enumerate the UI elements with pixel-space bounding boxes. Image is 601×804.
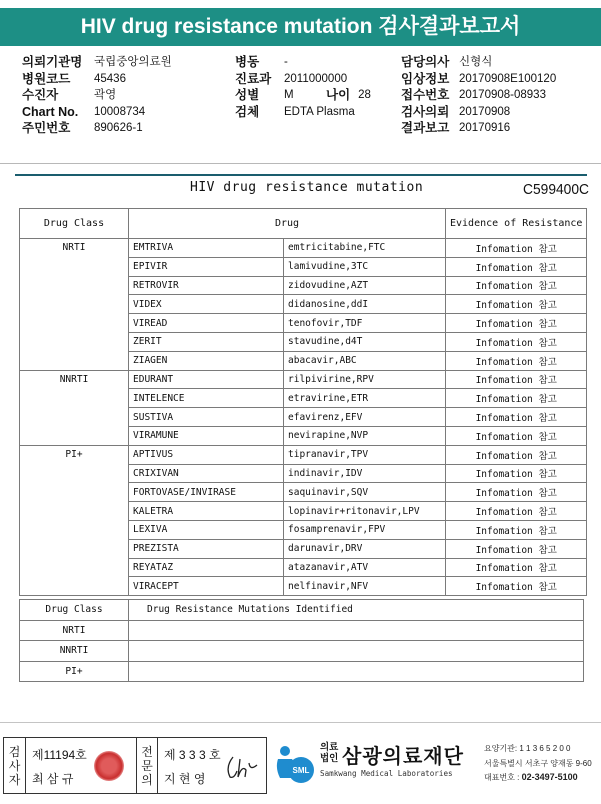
info-row <box>401 120 556 137</box>
table-row <box>20 426 587 445</box>
column-header-evidence: Evidence of Resistance <box>446 209 587 239</box>
examiner-name: 최 삼 규 <box>32 772 74 786</box>
info-value: - <box>284 56 288 68</box>
drug-class-cell: NNRTI <box>20 370 129 389</box>
info-label: 수진자 <box>22 88 59 102</box>
drug-brand-cell: PREZISTA <box>129 539 284 558</box>
evidence-cell: Infomation 참고 <box>446 445 587 464</box>
info-value: 20170908E100120 <box>459 72 557 85</box>
drug-brand-cell: LEXIVA <box>129 520 284 539</box>
examiner-license: 제11194호 <box>32 748 87 762</box>
info-value: 20170908-08933 <box>459 89 546 101</box>
drug-brand-cell: REYATAZ <box>129 558 284 577</box>
table-row <box>20 257 587 276</box>
table-row <box>20 276 587 295</box>
table-row <box>20 539 587 558</box>
drug-brand-cell: SUSTIVA <box>129 408 284 427</box>
mutation-class-cell: NNRTI <box>20 641 129 662</box>
drug-generic-cell: nelfinavir,NFV <box>284 577 446 596</box>
info-label: 성별 <box>235 88 260 102</box>
report-code: C599400C <box>523 181 589 198</box>
drug-class-cell <box>20 483 129 502</box>
info-label: 검체 <box>235 104 260 119</box>
drug-brand-cell: VIREAD <box>129 314 284 333</box>
evidence-cell: Infomation 참고 <box>446 502 587 521</box>
mutations-header-identified: Drug Resistance Mutations Identified <box>129 600 584 621</box>
table-row <box>20 558 587 577</box>
mutation-value-cell <box>129 620 584 641</box>
drug-generic-cell: stavudine,d4T <box>284 332 446 351</box>
drug-brand-cell: FORTOVASE/INVIRASE <box>129 483 284 502</box>
drug-brand-cell: CRIXIVAN <box>129 464 284 483</box>
info-value: 890626-1 <box>94 122 143 134</box>
drug-generic-cell: saquinavir,SQV <box>284 483 446 502</box>
drug-generic-cell: darunavir,DRV <box>284 539 446 558</box>
patient-age <box>326 87 371 104</box>
drug-class-cell <box>20 295 129 314</box>
evidence-cell: Infomation 참고 <box>446 408 587 427</box>
table-row <box>20 239 587 258</box>
drug-class-cell <box>20 577 129 596</box>
info-label: 담당의사 <box>401 55 450 69</box>
info-row <box>401 104 556 121</box>
evidence-cell: Infomation 참고 <box>446 370 587 389</box>
signature-icon <box>224 753 260 781</box>
evidence-cell: Infomation 참고 <box>446 426 587 445</box>
org-name-english: Samkwang Medical Laboratories <box>320 769 453 778</box>
drug-generic-cell: etravirine,ETR <box>284 389 446 408</box>
drug-brand-cell: ZERIT <box>129 332 284 351</box>
drug-generic-cell: zidovudine,AZT <box>284 276 446 295</box>
table-row <box>20 464 587 483</box>
mutation-row <box>20 661 584 682</box>
org-type-line-1: 의료 <box>320 742 339 753</box>
info-row <box>22 120 172 137</box>
evidence-cell: Infomation 참고 <box>446 239 587 258</box>
report-heading: HIV drug resistance mutation <box>190 180 424 195</box>
evidence-cell: Infomation 참고 <box>446 464 587 483</box>
drug-brand-cell: ZIAGEN <box>129 351 284 370</box>
drug-brand-cell: VIRAMUNE <box>129 426 284 445</box>
age-value: 28 <box>358 89 371 101</box>
header-separator <box>0 163 601 164</box>
info-label: 결과보고 <box>401 121 450 135</box>
info-row <box>22 71 172 88</box>
logo-text: SML <box>292 766 310 775</box>
mutation-row <box>20 641 584 662</box>
mutation-value-cell <box>129 661 584 682</box>
drug-class-cell <box>20 314 129 333</box>
drug-generic-cell: efavirenz,EFV <box>284 408 446 427</box>
info-label: 주민번호 <box>22 121 71 135</box>
drug-generic-cell: tipranavir,TPV <box>284 445 446 464</box>
specialist-name: 지 현 영 <box>164 772 206 786</box>
info-value: 20170908 <box>459 105 511 118</box>
mutations-table <box>19 599 584 682</box>
patient-info-column-1 <box>22 54 172 137</box>
drug-generic-cell: tenofovir,TDF <box>284 314 446 333</box>
info-row <box>235 104 355 121</box>
drug-brand-cell: RETROVIR <box>129 276 284 295</box>
table-row <box>20 483 587 502</box>
info-value: 곽영 <box>94 89 117 101</box>
info-row <box>22 104 172 121</box>
evidence-cell: Infomation 참고 <box>446 332 587 351</box>
mutation-value-cell <box>129 641 584 662</box>
info-label: 병동 <box>235 55 260 69</box>
info-row <box>22 87 172 104</box>
footer-separator <box>0 722 601 723</box>
evidence-cell: Infomation 참고 <box>446 295 587 314</box>
info-label: 병원코드 <box>22 71 71 86</box>
evidence-cell: Infomation 참고 <box>446 520 587 539</box>
info-value: M <box>284 89 294 101</box>
info-label: 의뢰기관명 <box>22 55 83 69</box>
drug-generic-cell: nevirapine,NVP <box>284 426 446 445</box>
table-row <box>20 445 587 464</box>
drug-class-cell <box>20 502 129 521</box>
table-row <box>20 502 587 521</box>
info-value: 신형식 <box>459 56 493 68</box>
evidence-cell: Infomation 참고 <box>446 389 587 408</box>
drug-class-cell <box>20 408 129 427</box>
table-row <box>20 408 587 427</box>
drug-brand-cell: VIDEX <box>129 295 284 314</box>
mutation-class-cell: PI+ <box>20 661 129 682</box>
table-row <box>20 520 587 539</box>
evidence-cell: Infomation 참고 <box>446 558 587 577</box>
info-row <box>22 54 172 71</box>
evidence-cell: Infomation 참고 <box>446 351 587 370</box>
signature-box <box>3 737 267 794</box>
patient-info-column-3 <box>401 54 556 137</box>
sml-logo-icon <box>272 742 316 786</box>
drug-class-cell <box>20 426 129 445</box>
drug-brand-cell: INTELENCE <box>129 389 284 408</box>
info-label: 진료과 <box>235 71 272 86</box>
age-label: 나이 <box>326 88 351 102</box>
mutations-header-drug-class: Drug Class <box>20 600 129 621</box>
specialist-license: 제 3 3 3 호 <box>164 748 221 762</box>
info-label: 검사의뢰 <box>401 104 450 119</box>
drug-brand-cell: EDURANT <box>129 370 284 389</box>
drug-class-cell <box>20 276 129 295</box>
info-value: EDTA Plasma <box>284 105 355 118</box>
drug-class-cell: PI+ <box>20 445 129 464</box>
mutation-row <box>20 620 584 641</box>
drug-class-cell <box>20 464 129 483</box>
info-value: 45436 <box>94 72 126 85</box>
info-row <box>235 54 355 71</box>
info-value: 국립중앙의료원 <box>94 56 172 68</box>
table-row <box>20 577 587 596</box>
column-header-drug: Drug <box>129 209 446 239</box>
drug-generic-cell: fosamprenavir,FPV <box>284 520 446 539</box>
info-row <box>401 87 556 104</box>
evidence-cell: Infomation 참고 <box>446 483 587 502</box>
drug-brand-cell: EMTRIVA <box>129 239 284 258</box>
table-row <box>20 351 587 370</box>
drug-generic-cell: rilpivirine,RPV <box>284 370 446 389</box>
report-title-bar: HIV drug resistance mutation 검사결과보고서 <box>0 8 601 46</box>
column-header-drug-class: Drug Class <box>20 209 129 239</box>
mutation-class-cell: NRTI <box>20 620 129 641</box>
drug-generic-cell: abacavir,ABC <box>284 351 446 370</box>
info-value: 2011000000 <box>284 72 348 85</box>
drug-class-cell <box>20 539 129 558</box>
table-row <box>20 332 587 351</box>
org-type <box>320 742 338 764</box>
drug-class-cell <box>20 257 129 276</box>
specialist-label: 전 문 의 <box>136 738 158 793</box>
phone-line <box>484 772 578 783</box>
drug-generic-cell: didanosine,ddI <box>284 295 446 314</box>
evidence-cell: Infomation 참고 <box>446 314 587 333</box>
drug-generic-cell: atazanavir,ATV <box>284 558 446 577</box>
seal-stamp-icon <box>94 751 124 781</box>
drug-generic-cell: indinavir,IDV <box>284 464 446 483</box>
info-label: 접수번호 <box>401 88 450 102</box>
drug-brand-cell: APTIVUS <box>129 445 284 464</box>
report-top-rule <box>15 174 587 176</box>
evidence-cell: Infomation 참고 <box>446 257 587 276</box>
address: 서울특별시 서초구 양재동 9-60 <box>484 759 592 768</box>
org-type-line-2: 법인 <box>320 753 339 764</box>
table-row <box>20 314 587 333</box>
info-row <box>235 71 355 88</box>
phone-label: 대표번호 : <box>484 773 520 782</box>
drug-generic-cell: lamivudine,3TC <box>284 257 446 276</box>
drug-class-cell <box>20 520 129 539</box>
drug-generic-cell: lopinavir+ritonavir,LPV <box>284 502 446 521</box>
info-value: 20170916 <box>459 122 511 134</box>
info-row <box>401 54 556 71</box>
evidence-cell: Infomation 참고 <box>446 539 587 558</box>
drug-brand-cell: EPIVIR <box>129 257 284 276</box>
agency-number: 요양기관: 1 1 3 6 5 2 0 0 <box>484 744 571 753</box>
phone-number: 02-3497-5100 <box>521 772 578 782</box>
drug-class-cell: NRTI <box>20 239 129 258</box>
table-row <box>20 389 587 408</box>
drug-brand-cell: VIRACEPT <box>129 577 284 596</box>
info-label: Chart No. <box>22 104 79 119</box>
info-label: 임상정보 <box>401 71 450 86</box>
info-row <box>401 71 556 88</box>
org-name: 삼광의료재단 <box>342 746 464 768</box>
drug-generic-cell: emtricitabine,FTC <box>284 239 446 258</box>
table-row <box>20 295 587 314</box>
drug-class-cell <box>20 351 129 370</box>
info-value: 10008734 <box>94 105 146 118</box>
drug-class-cell <box>20 389 129 408</box>
drug-class-cell <box>20 558 129 577</box>
table-row <box>20 370 587 389</box>
examiner-label: 검 사 자 <box>4 738 26 793</box>
drug-brand-cell: KALETRA <box>129 502 284 521</box>
drug-resistance-table <box>19 208 587 596</box>
drug-class-cell <box>20 332 129 351</box>
evidence-cell: Infomation 참고 <box>446 577 587 596</box>
evidence-cell: Infomation 참고 <box>446 276 587 295</box>
